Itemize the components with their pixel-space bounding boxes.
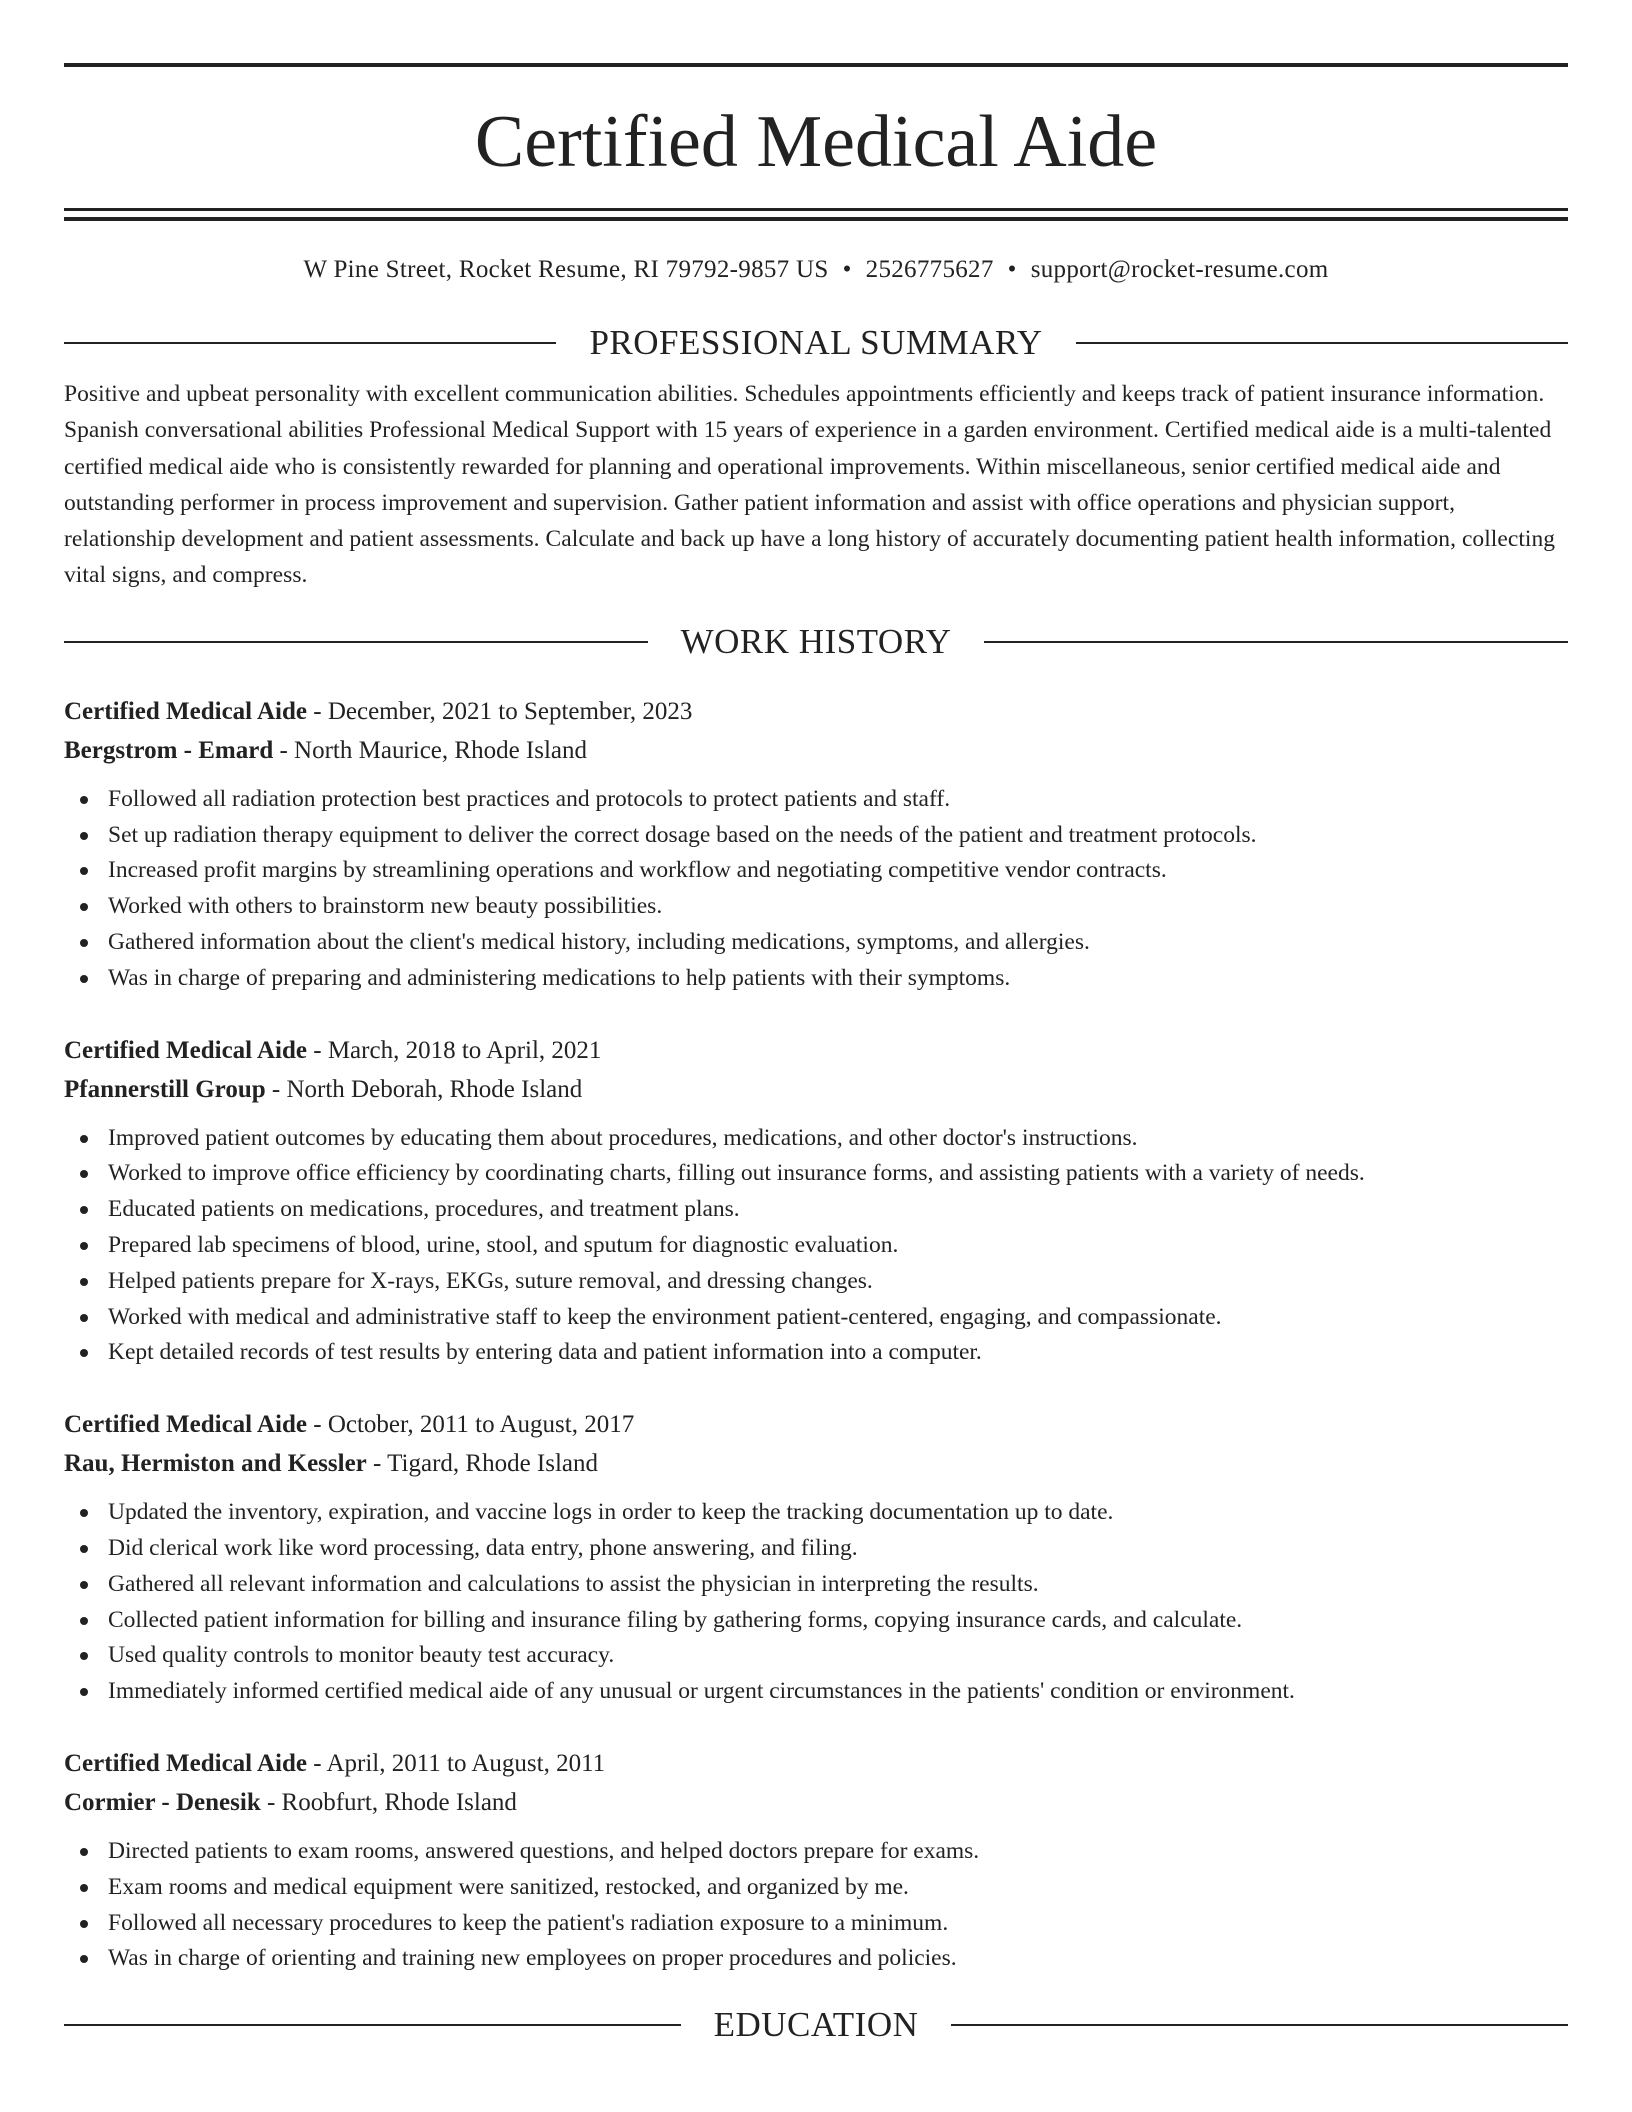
job-bullets [64, 1121, 1568, 1372]
bullet-item: Gathered information about the client's medical history, including medications, symptoms, and allergies. [64, 925, 1568, 961]
heading-rule-left [64, 342, 556, 344]
contact-separator: • [1007, 256, 1017, 283]
bullet-dot-icon [80, 1581, 88, 1589]
bullet-dot-icon [80, 1242, 88, 1250]
bullet-item: Gathered all relevant information and calculations to assist the physician in interpreting the results. [64, 1567, 1568, 1603]
job-title: Certified Medical Aide [64, 1036, 307, 1064]
job-location: - Tigard, Rhode Island [366, 1450, 599, 1478]
job-title-line [64, 1405, 1568, 1444]
job-company-line [64, 1070, 1568, 1109]
job-location: - Roobfurt, Rhode Island [260, 1788, 517, 1816]
job-location: - North Deborah, Rhode Island [265, 1075, 583, 1103]
bullet-item: Exam rooms and medical equipment were sanitized, restocked, and organized by me. [64, 1870, 1568, 1906]
heading-rule-right [951, 2024, 1568, 2026]
header-double-rule [64, 208, 1568, 221]
bullet-dot-icon [80, 1955, 88, 1963]
job-company: Bergstrom - Emard [64, 736, 274, 764]
job-title-line [64, 1744, 1568, 1783]
job-dates: - October, 2011 to August, 2017 [307, 1411, 635, 1439]
job-company: Cormier - Denesik [64, 1788, 261, 1816]
job-company: Pfannerstill Group [64, 1075, 266, 1103]
heading-rule-left [64, 641, 648, 643]
bullet-dot-icon [80, 1206, 88, 1214]
job-dates: - April, 2011 to August, 2011 [307, 1749, 606, 1777]
bullet-dot-icon [80, 1848, 88, 1856]
job-company-line [64, 731, 1568, 770]
bullet-dot-icon [80, 1920, 88, 1928]
job-bullets [64, 782, 1568, 997]
education-heading [64, 2005, 1568, 2045]
work-history-heading-label: WORK HISTORY [680, 621, 952, 661]
heading-rule-right [1076, 342, 1568, 344]
bullet-dot-icon [80, 1509, 88, 1517]
job-company-line [64, 1444, 1568, 1483]
bullet-item: Was in charge of orienting and training new employees on proper procedures and policies. [64, 1941, 1568, 1977]
job-dates: - December, 2021 to September, 2023 [307, 697, 693, 725]
contact-separator: • [842, 256, 852, 283]
education-heading-label: EDUCATION [713, 2005, 919, 2045]
bullet-item: Directed patients to exam rooms, answered questions, and helped doctors prepare for exams. [64, 1834, 1568, 1870]
job-title-line [64, 692, 1568, 731]
job-title: Certified Medical Aide [64, 1749, 307, 1777]
bullet-dot-icon [80, 1688, 88, 1696]
bullet-item: Worked to improve office efficiency by coordinating charts, filling out insurance forms, and assisting patients with a variety of needs. [64, 1156, 1568, 1192]
job-company: Rau, Hermiston and Kessler [64, 1450, 367, 1478]
job-entry [64, 692, 1568, 997]
bullet-item: Immediately informed certified medical aide of any unusual or urgent circumstances in the patients' condition or environment. [64, 1674, 1568, 1710]
bullet-dot-icon [80, 1617, 88, 1625]
bullet-item: Followed all necessary procedures to keep the patient's radiation exposure to a minimum. [64, 1906, 1568, 1942]
summary-heading-label: PROFESSIONAL SUMMARY [589, 323, 1043, 362]
contact-phone: 2526775627 [865, 256, 994, 283]
job-location: - North Maurice, Rhode Island [273, 736, 588, 764]
heading-rule-right [984, 641, 1568, 643]
bullet-dot-icon [80, 1545, 88, 1553]
bullet-item: Increased profit margins by streamlining operations and workflow and negotiating competitive vendor contracts. [64, 853, 1568, 889]
job-title: Certified Medical Aide [64, 697, 307, 725]
job-title: Certified Medical Aide [64, 1411, 307, 1439]
bullet-dot-icon [80, 1884, 88, 1892]
contact-email: support@rocket-resume.com [1030, 256, 1329, 283]
bullet-item: Kept detailed records of test results by entering data and patient information into a computer. [64, 1335, 1568, 1371]
job-company-line [64, 1783, 1568, 1822]
bullet-dot-icon [80, 1135, 88, 1143]
job-bullets [64, 1834, 1568, 1977]
bullet-item: Educated patients on medications, procedures, and treatment plans. [64, 1192, 1568, 1228]
bullet-dot-icon [80, 1170, 88, 1178]
heading-rule-left [64, 2024, 681, 2026]
bullet-item: Worked with others to brainstorm new beauty possibilities. [64, 889, 1568, 925]
resume-name: Certified Medical Aide [474, 101, 1158, 183]
job-dates: - March, 2018 to April, 2021 [307, 1036, 602, 1064]
bullet-item: Prepared lab specimens of blood, urine, stool, and sputum for diagnostic evaluation. [64, 1228, 1568, 1264]
top-rule [64, 63, 1568, 67]
bullet-item: Was in charge of preparing and administering medications to help patients with their symptoms. [64, 961, 1568, 997]
bullet-dot-icon [80, 1278, 88, 1286]
resume-page [64, 0, 1568, 2045]
bullet-item: Helped patients prepare for X-rays, EKGs, suture removal, and dressing changes. [64, 1264, 1568, 1300]
bullet-dot-icon [80, 939, 88, 947]
summary-paragraph: Positive and upbeat personality with excellent communication abilities. Schedules appointments efficiently and keeps track of patient insurance information. Spanish conversational abilities Professional Medical Support with 15 years of experience in a garden environment. Certified medical aide is a multi-talented certified medical aide who is consistently rewarded for planning and operational improvements. Within miscellaneous, senior certified medical aide and outstanding performer in process improvement and supervision. Gather patient information and assist with office operations and physician support, relationship development and patient assessments. Calculate and back up have a long history of accurately documenting patient health information, collecting vital signs, and compress. [64, 381, 1556, 589]
bullet-dot-icon [80, 867, 88, 875]
job-entry [64, 1405, 1568, 1710]
bullet-dot-icon [80, 832, 88, 840]
bullet-item: Used quality controls to monitor beauty test accuracy. [64, 1638, 1568, 1674]
job-bullets [64, 1495, 1568, 1710]
bullet-item: Did clerical work like word processing, data entry, phone answering, and filing. [64, 1531, 1568, 1567]
bullet-item: Collected patient information for billing and insurance filing by gathering forms, copying insurance cards, and calculate. [64, 1603, 1568, 1639]
bullet-item: Followed all radiation protection best practices and protocols to protect patients and staff. [64, 782, 1568, 818]
bullet-item: Updated the inventory, expiration, and vaccine logs in order to keep the tracking documentation up to date. [64, 1495, 1568, 1531]
job-title-line [64, 1031, 1568, 1070]
bullet-dot-icon [80, 903, 88, 911]
summary-heading [64, 323, 1568, 363]
job-entry [64, 1031, 1568, 1372]
bullet-dot-icon [80, 975, 88, 983]
bullet-item: Improved patient outcomes by educating them about procedures, medications, and other doctor's instructions. [64, 1121, 1568, 1157]
bullet-item: Set up radiation therapy equipment to deliver the correct dosage based on the needs of the patient and treatment protocols. [64, 818, 1568, 854]
bullet-dot-icon [80, 796, 88, 804]
bullet-dot-icon [80, 1652, 88, 1660]
bullet-item: Worked with medical and administrative staff to keep the environment patient-centered, engaging, and compassionate. [64, 1300, 1568, 1336]
job-entry [64, 1744, 1568, 1977]
contact-line [64, 255, 1568, 285]
contact-address: W Pine Street, Rocket Resume, RI 79792-9857 US [303, 256, 829, 283]
bullet-dot-icon [80, 1349, 88, 1357]
bullet-dot-icon [80, 1314, 88, 1322]
work-history-heading [64, 622, 1568, 662]
